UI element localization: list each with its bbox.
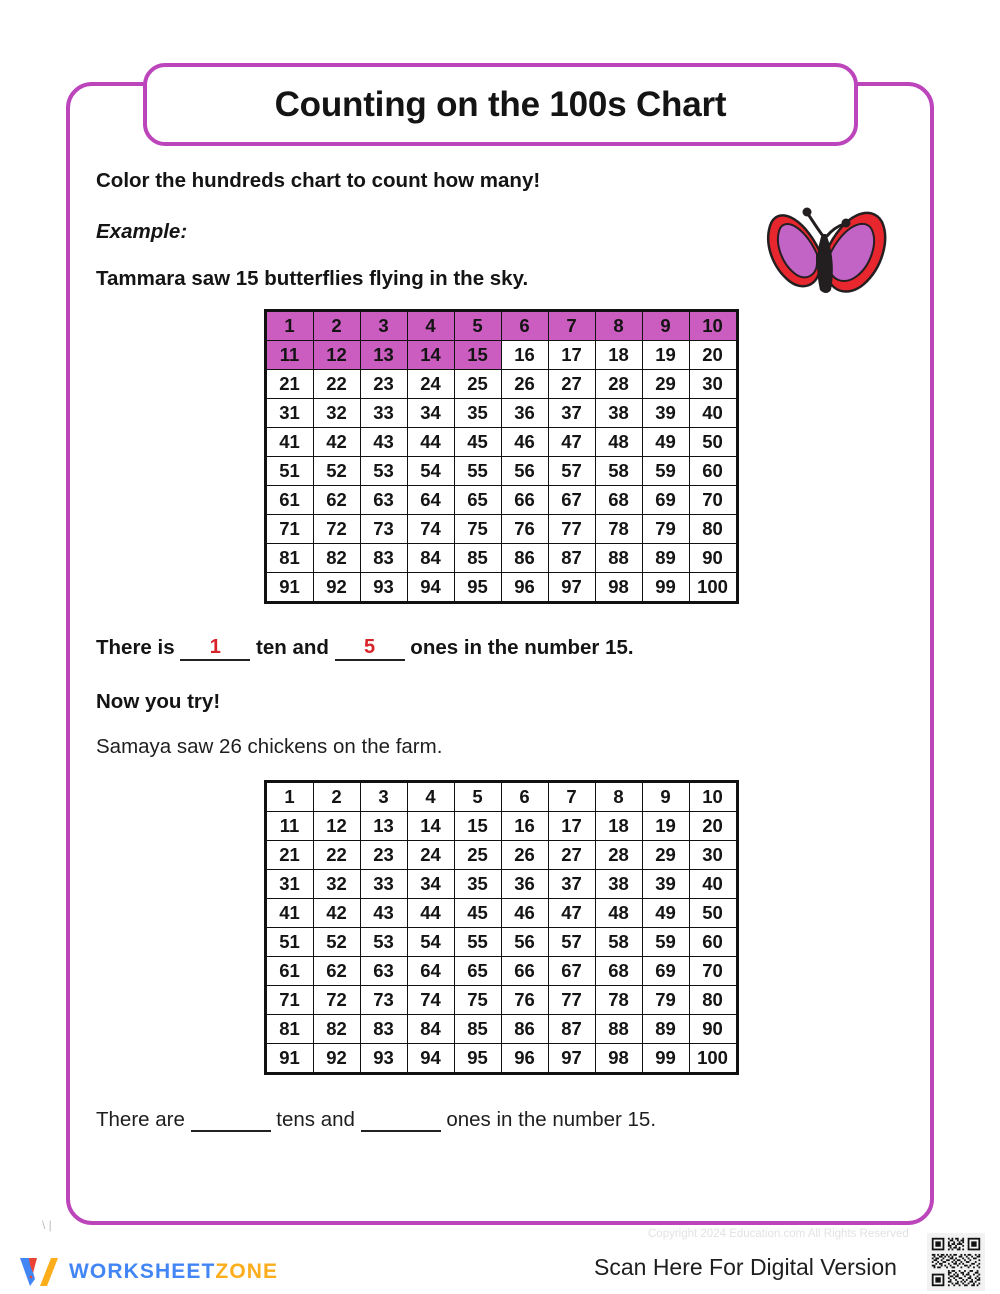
- chart-cell-96[interactable]: 96: [501, 573, 548, 603]
- chart-cell-6[interactable]: 6: [501, 781, 548, 811]
- chart-cell-31[interactable]: 31: [265, 399, 313, 428]
- answer-suffix: ones in the number 15.: [404, 636, 634, 660]
- chart-body: [265, 311, 737, 603]
- chart-cell-34[interactable]: 34: [407, 869, 454, 898]
- chart-cell-41[interactable]: 41: [265, 898, 313, 927]
- answer-middle: tens and: [270, 1107, 361, 1131]
- chart-cell-92[interactable]: 92: [313, 1043, 360, 1073]
- chart-row: [265, 399, 737, 428]
- chart-cell-12[interactable]: 12: [313, 811, 360, 840]
- chart-cell-52[interactable]: 52: [313, 927, 360, 956]
- chart-cell-98[interactable]: 98: [595, 1043, 642, 1073]
- chart-cell-19[interactable]: 19: [642, 341, 689, 370]
- chart-cell-74[interactable]: 74: [407, 515, 454, 544]
- chart-cell-98[interactable]: 98: [595, 573, 642, 603]
- chart-cell-32[interactable]: 32: [313, 399, 360, 428]
- chart-cell-94[interactable]: 94: [407, 1043, 454, 1073]
- logo-zone-text: ZONE: [215, 1260, 279, 1283]
- hundreds-chart-practice[interactable]: [264, 780, 739, 1075]
- chart-cell-54[interactable]: 54: [407, 927, 454, 956]
- chart-cell-93[interactable]: 93: [360, 573, 407, 603]
- task-sentence: Samaya saw 26 chickens on the farm.: [96, 735, 443, 758]
- chart-cell-55[interactable]: 55: [454, 457, 501, 486]
- chart-cell-50[interactable]: 50: [689, 428, 737, 457]
- chart-cell-56[interactable]: 56: [501, 457, 548, 486]
- chart-cell-3[interactable]: 3: [360, 781, 407, 811]
- chart-cell-81[interactable]: 81: [265, 1014, 313, 1043]
- chart-cell-67[interactable]: 67: [548, 486, 595, 515]
- chart-cell-82[interactable]: 82: [313, 1014, 360, 1043]
- chart-cell-79[interactable]: 79: [642, 985, 689, 1014]
- chart-cell-40[interactable]: 40: [689, 399, 737, 428]
- chart-cell-51[interactable]: 51: [265, 927, 313, 956]
- chart-cell-7[interactable]: 7: [548, 781, 595, 811]
- chart-cell-97[interactable]: 97: [548, 573, 595, 603]
- chart-cell-41[interactable]: 41: [265, 428, 313, 457]
- chart-cell-100[interactable]: 100: [689, 573, 737, 603]
- chart-cell-39[interactable]: 39: [642, 399, 689, 428]
- chart-cell-47[interactable]: 47: [548, 428, 595, 457]
- chart-cell-95[interactable]: 95: [454, 1043, 501, 1073]
- chart-row: [265, 544, 737, 573]
- chart-cell-46[interactable]: 46: [501, 428, 548, 457]
- chart-cell-70[interactable]: 70: [689, 956, 737, 985]
- chart-cell-63[interactable]: 63: [360, 486, 407, 515]
- chart-cell-70[interactable]: 70: [689, 486, 737, 515]
- chart-cell-45[interactable]: 45: [454, 898, 501, 927]
- chart-cell-93[interactable]: 93: [360, 1043, 407, 1073]
- chart-cell-78[interactable]: 78: [595, 515, 642, 544]
- chart-cell-51[interactable]: 51: [265, 457, 313, 486]
- chart-cell-47[interactable]: 47: [548, 898, 595, 927]
- chart-cell-75[interactable]: 75: [454, 515, 501, 544]
- chart-cell-75[interactable]: 75: [454, 985, 501, 1014]
- chart-cell-17[interactable]: 17: [548, 811, 595, 840]
- chart-body: [265, 781, 737, 1073]
- chart-cell-61[interactable]: 61: [265, 486, 313, 515]
- chart-cell-26[interactable]: 26: [501, 370, 548, 399]
- chart-cell-18[interactable]: 18: [595, 341, 642, 370]
- chart-cell-33[interactable]: 33: [360, 869, 407, 898]
- chart-cell-12[interactable]: 12: [313, 341, 360, 370]
- chart-cell-50[interactable]: 50: [689, 898, 737, 927]
- chart-cell-16[interactable]: 16: [501, 341, 548, 370]
- chart-cell-73[interactable]: 73: [360, 985, 407, 1014]
- chart-row: [265, 370, 737, 399]
- answer-prefix: There is: [96, 636, 181, 660]
- chart-cell-6[interactable]: 6: [501, 311, 548, 341]
- chart-cell-66[interactable]: 66: [501, 956, 548, 985]
- chart-cell-60[interactable]: 60: [689, 457, 737, 486]
- chart-cell-16[interactable]: 16: [501, 811, 548, 840]
- chart-cell-59[interactable]: 59: [642, 927, 689, 956]
- chart-cell-91[interactable]: 91: [265, 1043, 313, 1073]
- answer-prefix: There are: [96, 1107, 191, 1131]
- chart-cell-81[interactable]: 81: [265, 544, 313, 573]
- chart-cell-64[interactable]: 64: [407, 486, 454, 515]
- chart-cell-42[interactable]: 42: [313, 898, 360, 927]
- chart-cell-61[interactable]: 61: [265, 956, 313, 985]
- chart-cell-44[interactable]: 44: [407, 898, 454, 927]
- chart-cell-27[interactable]: 27: [548, 840, 595, 869]
- chart-cell-72[interactable]: 72: [313, 515, 360, 544]
- logo-v-icon: [18, 1255, 60, 1289]
- chart-cell-53[interactable]: 53: [360, 927, 407, 956]
- chart-cell-58[interactable]: 58: [595, 457, 642, 486]
- chart-cell-80[interactable]: 80: [689, 985, 737, 1014]
- chart-cell-42[interactable]: 42: [313, 428, 360, 457]
- chart-cell-90[interactable]: 90: [689, 544, 737, 573]
- chart-cell-89[interactable]: 89: [642, 544, 689, 573]
- chart-cell-85[interactable]: 85: [454, 1014, 501, 1043]
- page-title: Counting on the 100s Chart: [274, 84, 727, 124]
- chart-cell-4[interactable]: 4: [407, 781, 454, 811]
- chart-cell-94[interactable]: 94: [407, 573, 454, 603]
- chart-cell-96[interactable]: 96: [501, 1043, 548, 1073]
- chart-cell-69[interactable]: 69: [642, 956, 689, 985]
- hundreds-chart-example[interactable]: [264, 309, 739, 604]
- chart-cell-46[interactable]: 46: [501, 898, 548, 927]
- chart-cell-64[interactable]: 64: [407, 956, 454, 985]
- chart-cell-77[interactable]: 77: [548, 515, 595, 544]
- chart-cell-34[interactable]: 34: [407, 399, 454, 428]
- chart-cell-95[interactable]: 95: [454, 573, 501, 603]
- chart-cell-62[interactable]: 62: [313, 486, 360, 515]
- chart-cell-63[interactable]: 63: [360, 956, 407, 985]
- chart-cell-29[interactable]: 29: [642, 840, 689, 869]
- chart-cell-56[interactable]: 56: [501, 927, 548, 956]
- worksheet-body: [96, 168, 906, 1132]
- chart-cell-24[interactable]: 24: [407, 370, 454, 399]
- chart-cell-67[interactable]: 67: [548, 956, 595, 985]
- chart-row: [265, 341, 737, 370]
- chart-row: [265, 311, 737, 341]
- chart-cell-73[interactable]: 73: [360, 515, 407, 544]
- chart-cell-88[interactable]: 88: [595, 1014, 642, 1043]
- chart-cell-23[interactable]: 23: [360, 840, 407, 869]
- chart-cell-78[interactable]: 78: [595, 985, 642, 1014]
- chart-cell-25[interactable]: 25: [454, 370, 501, 399]
- chart-cell-26[interactable]: 26: [501, 840, 548, 869]
- chart-cell-13[interactable]: 13: [360, 341, 407, 370]
- chart-row: [265, 1014, 737, 1043]
- chart-cell-22[interactable]: 22: [313, 370, 360, 399]
- chart-cell-15[interactable]: 15: [454, 341, 501, 370]
- chart-cell-86[interactable]: 86: [501, 1014, 548, 1043]
- chart-cell-9[interactable]: 9: [642, 781, 689, 811]
- chart-cell-43[interactable]: 43: [360, 428, 407, 457]
- chart-cell-53[interactable]: 53: [360, 457, 407, 486]
- chart-cell-85[interactable]: 85: [454, 544, 501, 573]
- chart-cell-2[interactable]: 2: [313, 311, 360, 341]
- chart-cell-33[interactable]: 33: [360, 399, 407, 428]
- chart-row: [265, 927, 737, 956]
- chart-cell-54[interactable]: 54: [407, 457, 454, 486]
- example-chart-container: [96, 309, 906, 604]
- chart-cell-65[interactable]: 65: [454, 486, 501, 515]
- chart-cell-14[interactable]: 14: [407, 341, 454, 370]
- chart-cell-99[interactable]: 99: [642, 1043, 689, 1073]
- chart-cell-59[interactable]: 59: [642, 457, 689, 486]
- chart-cell-49[interactable]: 49: [642, 898, 689, 927]
- chart-cell-76[interactable]: 76: [501, 515, 548, 544]
- chart-cell-60[interactable]: 60: [689, 927, 737, 956]
- copyright-notice: Copyright 2024 Education.com All Rights Reserved: [648, 1228, 909, 1240]
- answer-middle: ten and: [250, 636, 335, 660]
- chart-cell-10[interactable]: 10: [689, 311, 737, 341]
- chart-cell-97[interactable]: 97: [548, 1043, 595, 1073]
- chart-cell-2[interactable]: 2: [313, 781, 360, 811]
- example-answer-sentence: [96, 635, 906, 661]
- chart-row: [265, 898, 737, 927]
- chart-cell-84[interactable]: 84: [407, 544, 454, 573]
- logo-wordmark: [69, 1260, 278, 1284]
- task-ones-blank[interactable]: [361, 1128, 441, 1132]
- chart-cell-29[interactable]: 29: [642, 370, 689, 399]
- logo-worksheet-text: WORKSHEET: [69, 1260, 216, 1283]
- chart-cell-30[interactable]: 30: [689, 840, 737, 869]
- chart-cell-31[interactable]: 31: [265, 869, 313, 898]
- butterfly-right-wing: [826, 213, 885, 292]
- chart-cell-83[interactable]: 83: [360, 544, 407, 573]
- chart-cell-15[interactable]: 15: [454, 811, 501, 840]
- chart-cell-89[interactable]: 89: [642, 1014, 689, 1043]
- chart-cell-28[interactable]: 28: [595, 370, 642, 399]
- chart-cell-23[interactable]: 23: [360, 370, 407, 399]
- chart-cell-48[interactable]: 48: [595, 428, 642, 457]
- example-ones-blank[interactable]: 5: [335, 637, 405, 661]
- chart-cell-4[interactable]: 4: [407, 311, 454, 341]
- butterfly-illustration: [762, 190, 890, 298]
- instruction-text: Color the hundreds chart to count how many!: [96, 169, 541, 192]
- chart-cell-36[interactable]: 36: [501, 399, 548, 428]
- chart-cell-99[interactable]: 99: [642, 573, 689, 603]
- worksheet-zone-logo[interactable]: [18, 1255, 278, 1289]
- answer-suffix: ones in the number 15.: [440, 1107, 657, 1131]
- chart-cell-100[interactable]: 100: [689, 1043, 737, 1073]
- chart-cell-36[interactable]: 36: [501, 869, 548, 898]
- chart-cell-83[interactable]: 83: [360, 1014, 407, 1043]
- chart-cell-40[interactable]: 40: [689, 869, 737, 898]
- worksheet-title-banner: [143, 63, 858, 146]
- chart-cell-3[interactable]: 3: [360, 311, 407, 341]
- chart-cell-35[interactable]: 35: [454, 869, 501, 898]
- chart-cell-79[interactable]: 79: [642, 515, 689, 544]
- chart-cell-20[interactable]: 20: [689, 811, 737, 840]
- chart-cell-66[interactable]: 66: [501, 486, 548, 515]
- chart-cell-7[interactable]: 7: [548, 311, 595, 341]
- chart-cell-21[interactable]: 21: [265, 370, 313, 399]
- chart-cell-76[interactable]: 76: [501, 985, 548, 1014]
- chart-row: [265, 573, 737, 603]
- chart-cell-49[interactable]: 49: [642, 428, 689, 457]
- chart-cell-84[interactable]: 84: [407, 1014, 454, 1043]
- chart-cell-28[interactable]: 28: [595, 840, 642, 869]
- chart-cell-22[interactable]: 22: [313, 840, 360, 869]
- example-label: Example:: [96, 219, 188, 243]
- chart-cell-38[interactable]: 38: [595, 869, 642, 898]
- chart-cell-32[interactable]: 32: [313, 869, 360, 898]
- chart-cell-57[interactable]: 57: [548, 927, 595, 956]
- chart-cell-5[interactable]: 5: [454, 781, 501, 811]
- chart-cell-74[interactable]: 74: [407, 985, 454, 1014]
- chart-row: [265, 486, 737, 515]
- example-tens-blank[interactable]: 1: [180, 637, 250, 661]
- chart-cell-9[interactable]: 9: [642, 311, 689, 341]
- chart-cell-65[interactable]: 65: [454, 956, 501, 985]
- chart-row: [265, 515, 737, 544]
- chart-cell-91[interactable]: 91: [265, 573, 313, 603]
- chart-cell-1[interactable]: 1: [265, 781, 313, 811]
- chart-cell-11[interactable]: 11: [265, 811, 313, 840]
- example-sentence: Tammara saw 15 butterflies flying in the sky.: [96, 266, 529, 290]
- chart-row: [265, 985, 737, 1014]
- chart-cell-5[interactable]: 5: [454, 311, 501, 341]
- chart-cell-8[interactable]: 8: [595, 311, 642, 341]
- chart-cell-87[interactable]: 87: [548, 1014, 595, 1043]
- chart-cell-21[interactable]: 21: [265, 840, 313, 869]
- chart-cell-57[interactable]: 57: [548, 457, 595, 486]
- chart-row: [265, 869, 737, 898]
- chart-cell-37[interactable]: 37: [548, 869, 595, 898]
- chart-row: [265, 956, 737, 985]
- chart-row: [265, 457, 737, 486]
- chart-cell-35[interactable]: 35: [454, 399, 501, 428]
- chart-cell-52[interactable]: 52: [313, 457, 360, 486]
- qr-code-icon[interactable]: [927, 1233, 985, 1291]
- chart-row: [265, 811, 737, 840]
- chart-cell-86[interactable]: 86: [501, 544, 548, 573]
- chart-cell-58[interactable]: 58: [595, 927, 642, 956]
- chart-cell-24[interactable]: 24: [407, 840, 454, 869]
- chart-cell-71[interactable]: 71: [265, 985, 313, 1014]
- now-you-try-heading: Now you try!: [96, 689, 221, 713]
- chart-cell-77[interactable]: 77: [548, 985, 595, 1014]
- chart-cell-39[interactable]: 39: [642, 869, 689, 898]
- practice-chart-container: [96, 780, 906, 1075]
- chart-cell-90[interactable]: 90: [689, 1014, 737, 1043]
- chart-cell-72[interactable]: 72: [313, 985, 360, 1014]
- chart-cell-88[interactable]: 88: [595, 544, 642, 573]
- chart-cell-87[interactable]: 87: [548, 544, 595, 573]
- chart-cell-68[interactable]: 68: [595, 486, 642, 515]
- chart-cell-20[interactable]: 20: [689, 341, 737, 370]
- chart-cell-44[interactable]: 44: [407, 428, 454, 457]
- chart-cell-55[interactable]: 55: [454, 927, 501, 956]
- chart-cell-68[interactable]: 68: [595, 956, 642, 985]
- page-footer: [0, 1228, 1000, 1294]
- chart-cell-37[interactable]: 37: [548, 399, 595, 428]
- butterfly-left-wing: [768, 215, 820, 286]
- chart-cell-27[interactable]: 27: [548, 370, 595, 399]
- chart-row: [265, 781, 737, 811]
- chart-row: [265, 840, 737, 869]
- chart-cell-14[interactable]: 14: [407, 811, 454, 840]
- chart-cell-45[interactable]: 45: [454, 428, 501, 457]
- chart-cell-25[interactable]: 25: [454, 840, 501, 869]
- chart-cell-17[interactable]: 17: [548, 341, 595, 370]
- scan-prompt-text: Scan Here For Digital Version: [594, 1254, 897, 1280]
- task-answer-sentence: [96, 1108, 906, 1132]
- chart-cell-48[interactable]: 48: [595, 898, 642, 927]
- chart-cell-92[interactable]: 92: [313, 573, 360, 603]
- chart-cell-8[interactable]: 8: [595, 781, 642, 811]
- chart-cell-13[interactable]: 13: [360, 811, 407, 840]
- chart-row: [265, 1043, 737, 1073]
- chart-cell-80[interactable]: 80: [689, 515, 737, 544]
- stray-mark: \ |: [42, 1218, 52, 1232]
- chart-cell-69[interactable]: 69: [642, 486, 689, 515]
- chart-cell-38[interactable]: 38: [595, 399, 642, 428]
- chart-cell-11[interactable]: 11: [265, 341, 313, 370]
- chart-cell-30[interactable]: 30: [689, 370, 737, 399]
- chart-cell-10[interactable]: 10: [689, 781, 737, 811]
- task-tens-blank[interactable]: [191, 1128, 271, 1132]
- chart-cell-1[interactable]: 1: [265, 311, 313, 341]
- chart-cell-43[interactable]: 43: [360, 898, 407, 927]
- chart-cell-18[interactable]: 18: [595, 811, 642, 840]
- chart-cell-19[interactable]: 19: [642, 811, 689, 840]
- chart-cell-71[interactable]: 71: [265, 515, 313, 544]
- chart-cell-62[interactable]: 62: [313, 956, 360, 985]
- chart-row: [265, 428, 737, 457]
- chart-cell-82[interactable]: 82: [313, 544, 360, 573]
